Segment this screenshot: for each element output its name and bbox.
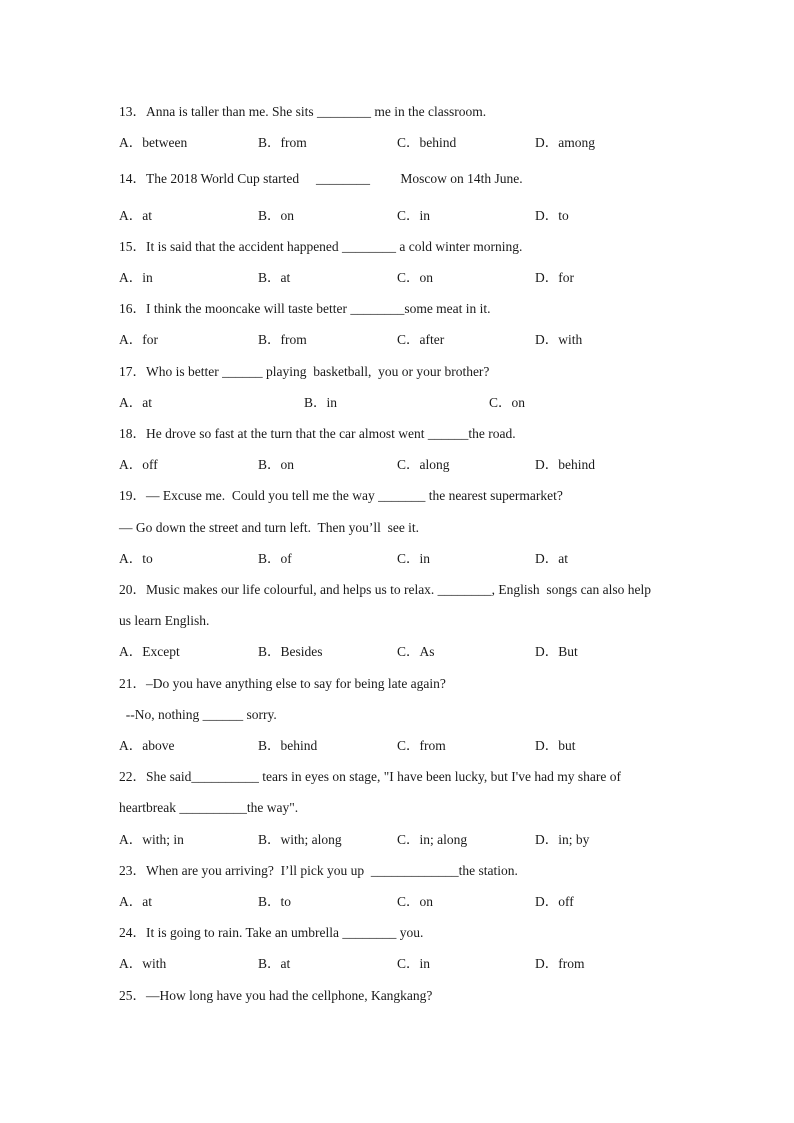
question-18-option-a: A．off	[119, 457, 158, 472]
question-21-option-c: C．from	[397, 738, 446, 753]
question-22-stem-continued: heartbreak __________the way".	[119, 800, 299, 815]
question-21-option-a: A．above	[119, 738, 175, 753]
question-20-stem-continued: us learn English.	[119, 613, 210, 628]
question-16-stem: 16．I think the mooncake will taste better ________some meat in it.	[119, 301, 491, 316]
question-23-option-b: B．to	[258, 894, 292, 909]
question-15-stem: 15．It is said that the accident happened ________ a cold winter morning.	[119, 239, 523, 254]
question-18-option-d: D．behind	[535, 457, 595, 472]
question-14-option-d: D．to	[535, 208, 569, 223]
question-18-stem: 18．He drove so fast at the turn that the car almost went ______the road.	[119, 426, 516, 441]
question-22-option-d: D．in; by	[535, 832, 590, 847]
question-23-option-a: A．at	[119, 894, 152, 909]
question-13-option-b: B．from	[258, 135, 307, 150]
question-15-option-d: D．for	[535, 270, 574, 285]
question-15-option-b: B．at	[258, 270, 291, 285]
question-17-option-a: A．at	[119, 395, 152, 410]
question-13-option-a: A．between	[119, 135, 188, 150]
question-24-option-a: A．with	[119, 956, 167, 971]
question-22-option-b: B．with; along	[258, 832, 342, 847]
question-19-option-d: D．at	[535, 551, 568, 566]
question-14-stem: 14．The 2018 World Cup started ________ Moscow on 14th June.	[119, 171, 523, 186]
question-24-option-c: C．in	[397, 956, 431, 971]
question-19-option-b: B．of	[258, 551, 292, 566]
question-13-option-c: C．behind	[397, 135, 457, 150]
question-15-option-a: A．in	[119, 270, 153, 285]
question-16-option-a: A．for	[119, 332, 158, 347]
question-22-option-a: A．with; in	[119, 832, 184, 847]
question-14-option-b: B．on	[258, 208, 295, 223]
question-23-stem: 23．When are you arriving? I’ll pick you up _____________the station.	[119, 863, 518, 878]
question-20-option-c: C．As	[397, 644, 435, 659]
question-19-option-a: A．to	[119, 551, 153, 566]
question-23-option-c: C．on	[397, 894, 434, 909]
question-15-option-c: C．on	[397, 270, 434, 285]
question-20-option-b: B．Besides	[258, 644, 323, 659]
question-21-option-d: D．but	[535, 738, 576, 753]
question-21-stem: 21．–Do you have anything else to say for being late again?	[119, 676, 446, 691]
question-21-option-b: B．behind	[258, 738, 318, 753]
question-19-stem: 19．— Excuse me. Could you tell me the way _______ the nearest supermarket?	[119, 488, 563, 503]
question-20-option-d: D．But	[535, 644, 578, 659]
question-25-stem: 25．—How long have you had the cellphone, Kangkang?	[119, 988, 433, 1003]
question-24-option-d: D．from	[535, 956, 585, 971]
question-17-stem: 17．Who is better ______ playing basketball, you or your brother?	[119, 364, 490, 379]
question-18-option-b: B．on	[258, 457, 295, 472]
question-19-option-c: C．in	[397, 551, 431, 566]
question-13-option-d: D．among	[535, 135, 595, 150]
question-17-option-c: C．on	[489, 395, 526, 410]
question-20-stem: 20．Music makes our life colourful, and helps us to relax. ________, English songs can also help	[119, 582, 652, 597]
question-14-option-c: C．in	[397, 208, 431, 223]
question-13-stem: 13．Anna is taller than me. She sits ________ me in the classroom.	[119, 104, 487, 119]
question-16-option-d: D．with	[535, 332, 583, 347]
question-24-stem: 24．It is going to rain. Take an umbrella ________ you.	[119, 925, 424, 940]
question-24-option-b: B．at	[258, 956, 291, 971]
question-16-option-c: C．after	[397, 332, 445, 347]
question-22-option-c: C．in; along	[397, 832, 468, 847]
question-21-stem-continued: --No, nothing ______ sorry.	[119, 707, 277, 722]
question-20-option-a: A．Except	[119, 644, 180, 659]
question-18-option-c: C．along	[397, 457, 450, 472]
question-22-stem: 22．She said__________ tears in eyes on stage, "I have been lucky, but I've had my share of	[119, 769, 621, 784]
question-23-option-d: D．off	[535, 894, 574, 909]
question-16-option-b: B．from	[258, 332, 307, 347]
question-19-stem-continued: — Go down the street and turn left. Then you’ll see it.	[119, 520, 420, 535]
question-17-option-b: B．in	[304, 395, 338, 410]
question-14-option-a: A．at	[119, 208, 152, 223]
